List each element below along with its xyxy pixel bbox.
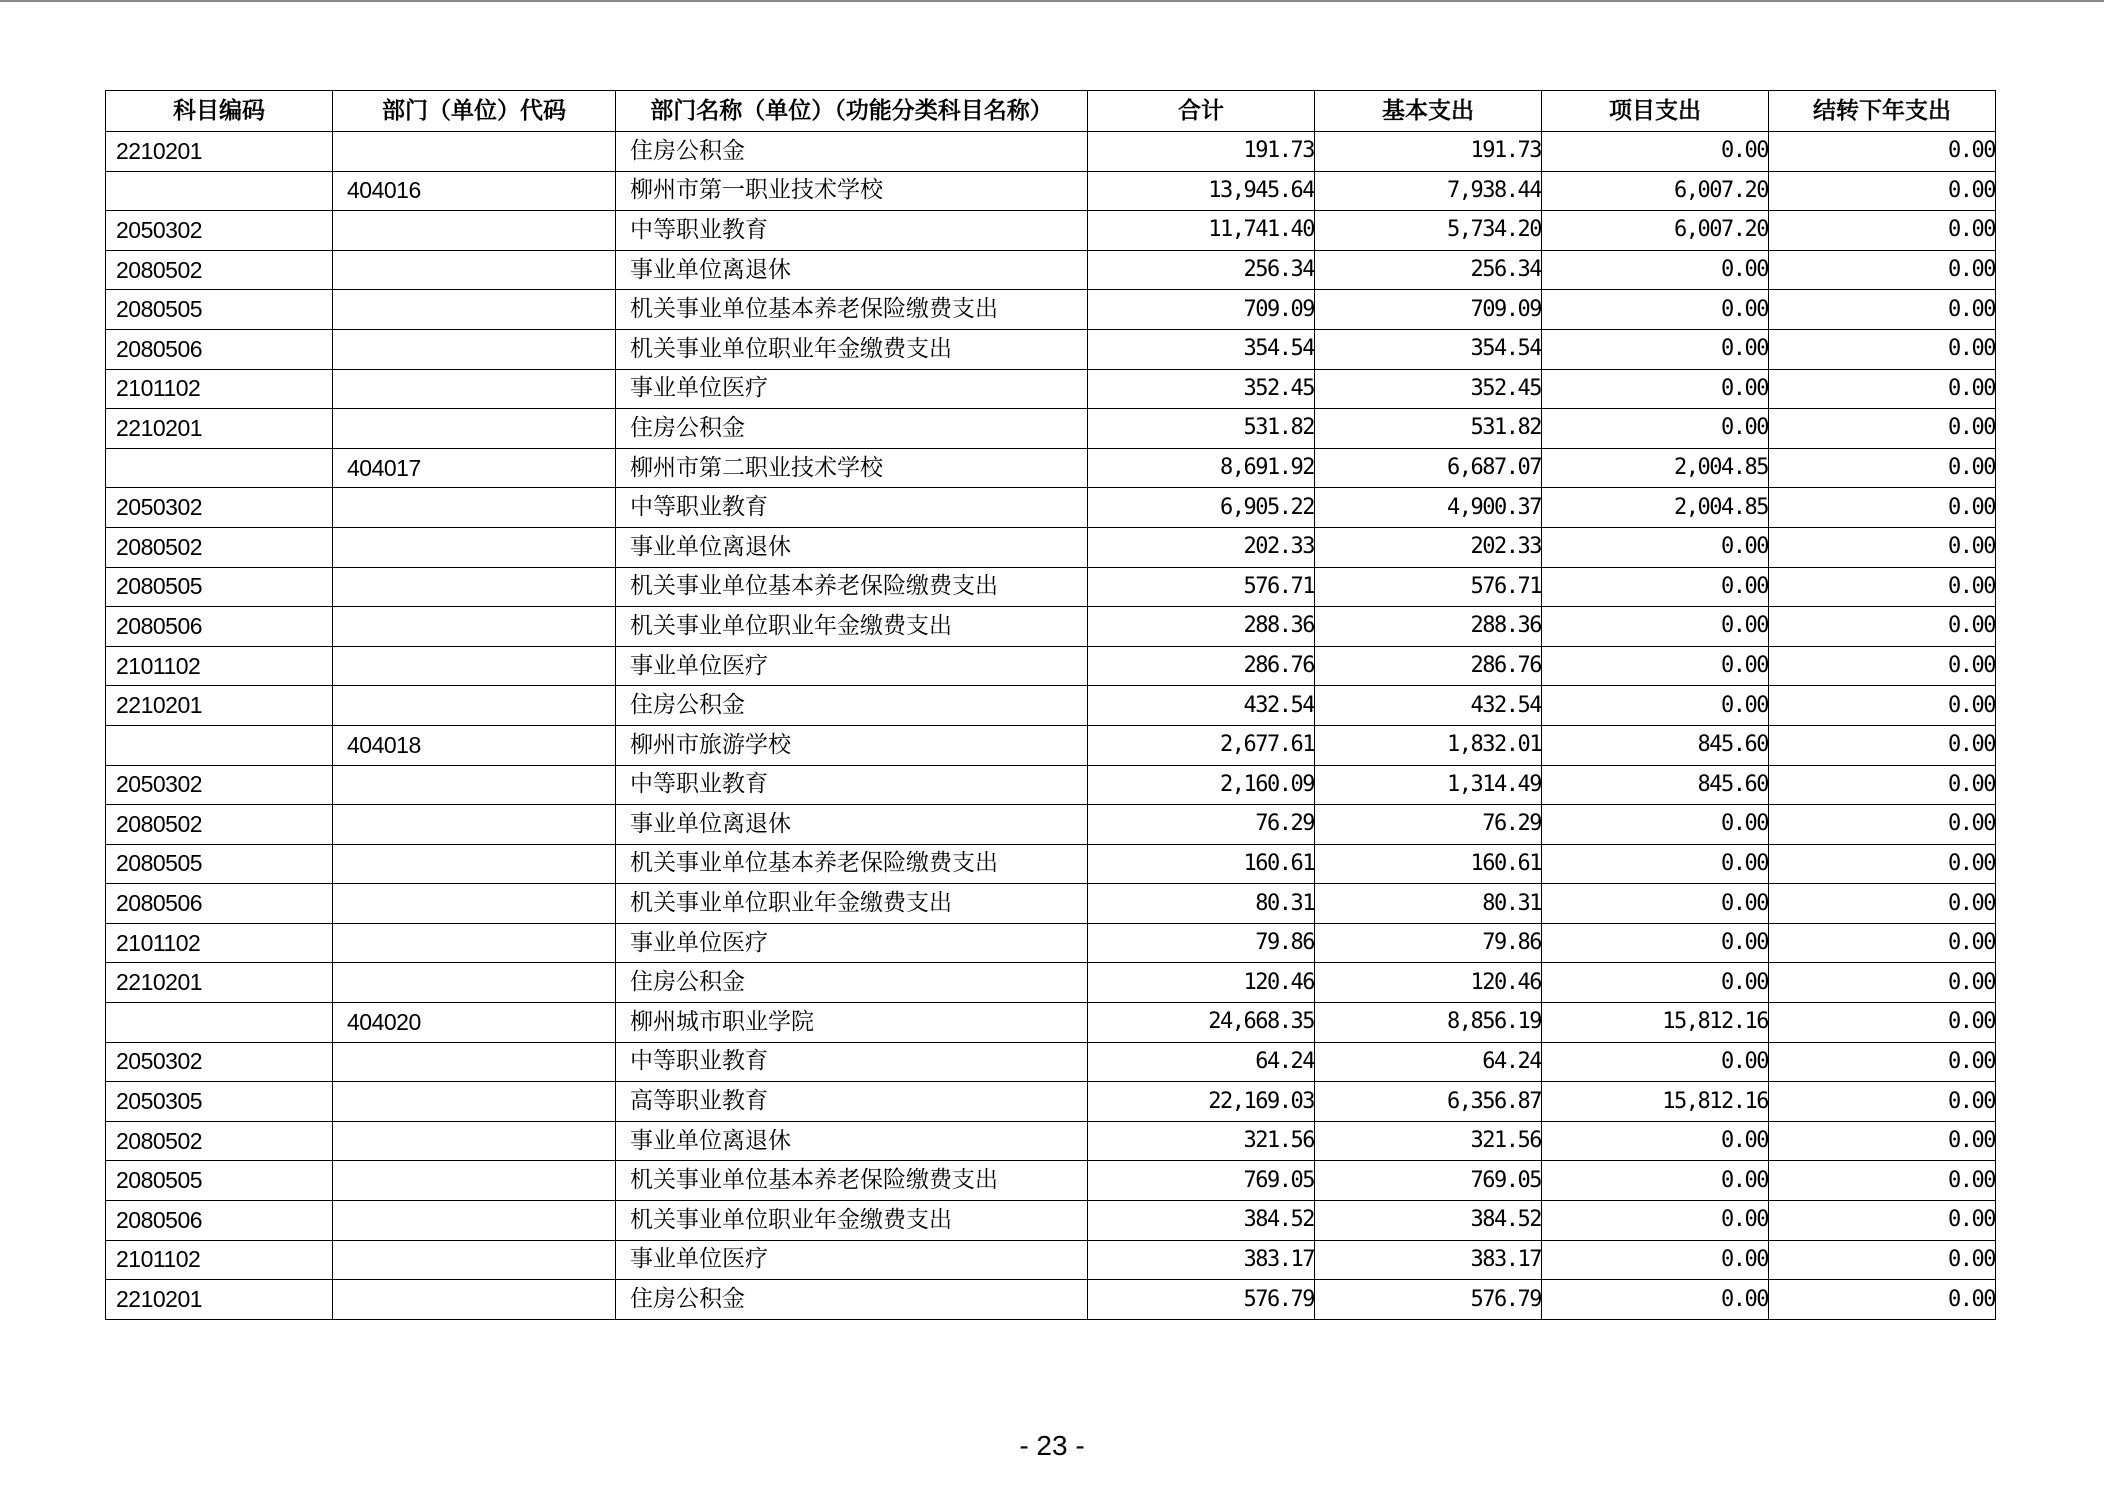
cell-total: 11,741.40 [1088, 211, 1315, 251]
cell-total: 76.29 [1088, 805, 1315, 845]
cell-basic-expense: 5,734.20 [1315, 211, 1542, 251]
cell-carry-over: 0.00 [1769, 1240, 1996, 1280]
budget-expenditure-table [105, 90, 1996, 1320]
cell-subject-code [106, 1003, 333, 1043]
cell-total: 64.24 [1088, 1042, 1315, 1082]
cell-carry-over: 0.00 [1769, 171, 1996, 211]
table-row [106, 884, 1996, 924]
page-number: - 23 - [1019, 1430, 1085, 1461]
cell-basic-expense: 191.73 [1315, 132, 1542, 172]
cell-total: 191.73 [1088, 132, 1315, 172]
cell-dept-code: 404020 [333, 1003, 616, 1043]
cell-project-expense: 0.00 [1542, 963, 1769, 1003]
table-row [106, 1121, 1996, 1161]
cell-dept-code [333, 923, 616, 963]
cell-name: 机关事业单位基本养老保险缴费支出 [616, 1161, 1088, 1201]
cell-carry-over: 0.00 [1769, 211, 1996, 251]
cell-name: 机关事业单位基本养老保险缴费支出 [616, 290, 1088, 330]
cell-subject-code: 2210201 [106, 686, 333, 726]
cell-dept-code [333, 1082, 616, 1122]
cell-name: 机关事业单位职业年金缴费支出 [616, 329, 1088, 369]
table-row [106, 686, 1996, 726]
cell-total: 576.71 [1088, 567, 1315, 607]
cell-basic-expense: 531.82 [1315, 409, 1542, 449]
table-row [106, 567, 1996, 607]
cell-total: 2,677.61 [1088, 725, 1315, 765]
cell-name: 高等职业教育 [616, 1082, 1088, 1122]
cell-dept-code [333, 369, 616, 409]
table-row [106, 844, 1996, 884]
cell-subject-code: 2210201 [106, 409, 333, 449]
cell-basic-expense: 354.54 [1315, 329, 1542, 369]
cell-carry-over: 0.00 [1769, 1280, 1996, 1320]
cell-dept-code [333, 329, 616, 369]
cell-total: 769.05 [1088, 1161, 1315, 1201]
cell-basic-expense: 288.36 [1315, 607, 1542, 647]
cell-carry-over: 0.00 [1769, 1201, 1996, 1241]
cell-project-expense: 0.00 [1542, 1240, 1769, 1280]
cell-dept-code [333, 607, 616, 647]
table-row [106, 805, 1996, 845]
cell-dept-code [333, 488, 616, 528]
cell-carry-over: 0.00 [1769, 963, 1996, 1003]
cell-basic-expense: 1,832.01 [1315, 725, 1542, 765]
cell-basic-expense: 769.05 [1315, 1161, 1542, 1201]
cell-name: 柳州城市职业学院 [616, 1003, 1088, 1043]
cell-basic-expense: 7,938.44 [1315, 171, 1542, 211]
cell-project-expense: 0.00 [1542, 607, 1769, 647]
cell-project-expense: 0.00 [1542, 884, 1769, 924]
cell-project-expense: 0.00 [1542, 1201, 1769, 1241]
cell-subject-code: 2080505 [106, 1161, 333, 1201]
cell-dept-code [333, 765, 616, 805]
table-row [106, 369, 1996, 409]
cell-basic-expense: 202.33 [1315, 527, 1542, 567]
cell-dept-code: 404017 [333, 448, 616, 488]
cell-carry-over: 0.00 [1769, 1082, 1996, 1122]
cell-name: 事业单位离退休 [616, 805, 1088, 845]
header-subject-code: 科目编码 [106, 91, 333, 132]
cell-dept-code [333, 567, 616, 607]
cell-basic-expense: 352.45 [1315, 369, 1542, 409]
cell-project-expense: 0.00 [1542, 805, 1769, 845]
cell-project-expense: 0.00 [1542, 1161, 1769, 1201]
table-body [106, 132, 1996, 1320]
cell-carry-over: 0.00 [1769, 329, 1996, 369]
cell-basic-expense: 384.52 [1315, 1201, 1542, 1241]
cell-subject-code: 2080502 [106, 527, 333, 567]
cell-total: 286.76 [1088, 646, 1315, 686]
table-row [106, 1082, 1996, 1122]
cell-carry-over: 0.00 [1769, 1042, 1996, 1082]
cell-total: 709.09 [1088, 290, 1315, 330]
cell-dept-code [333, 527, 616, 567]
table-row [106, 329, 1996, 369]
cell-name: 事业单位离退休 [616, 1121, 1088, 1161]
cell-subject-code: 2080505 [106, 290, 333, 330]
cell-total: 202.33 [1088, 527, 1315, 567]
cell-name: 事业单位医疗 [616, 369, 1088, 409]
cell-basic-expense: 432.54 [1315, 686, 1542, 726]
cell-total: 6,905.22 [1088, 488, 1315, 528]
cell-name: 柳州市第二职业技术学校 [616, 448, 1088, 488]
cell-basic-expense: 8,856.19 [1315, 1003, 1542, 1043]
cell-name: 机关事业单位职业年金缴费支出 [616, 607, 1088, 647]
cell-subject-code: 2050302 [106, 211, 333, 251]
cell-total: 288.36 [1088, 607, 1315, 647]
table-row [106, 250, 1996, 290]
cell-dept-code [333, 1280, 616, 1320]
cell-carry-over: 0.00 [1769, 923, 1996, 963]
cell-total: 256.34 [1088, 250, 1315, 290]
table-row [106, 923, 1996, 963]
cell-subject-code: 2080502 [106, 1121, 333, 1161]
cell-subject-code: 2050302 [106, 1042, 333, 1082]
cell-project-expense: 0.00 [1542, 369, 1769, 409]
cell-carry-over: 0.00 [1769, 369, 1996, 409]
cell-carry-over: 0.00 [1769, 567, 1996, 607]
cell-subject-code: 2210201 [106, 963, 333, 1003]
cell-dept-code: 404016 [333, 171, 616, 211]
cell-dept-code [333, 805, 616, 845]
cell-subject-code: 2050305 [106, 1082, 333, 1122]
cell-dept-code [333, 1240, 616, 1280]
cell-total: 384.52 [1088, 1201, 1315, 1241]
cell-name: 事业单位离退休 [616, 250, 1088, 290]
cell-subject-code [106, 171, 333, 211]
cell-basic-expense: 321.56 [1315, 1121, 1542, 1161]
cell-total: 80.31 [1088, 884, 1315, 924]
cell-total: 160.61 [1088, 844, 1315, 884]
cell-project-expense: 0.00 [1542, 250, 1769, 290]
cell-basic-expense: 6,356.87 [1315, 1082, 1542, 1122]
cell-carry-over: 0.00 [1769, 488, 1996, 528]
cell-project-expense: 6,007.20 [1542, 171, 1769, 211]
table-row [106, 132, 1996, 172]
cell-basic-expense: 4,900.37 [1315, 488, 1542, 528]
cell-dept-code [333, 250, 616, 290]
cell-total: 352.45 [1088, 369, 1315, 409]
cell-project-expense: 0.00 [1542, 1280, 1769, 1320]
cell-project-expense: 15,812.16 [1542, 1082, 1769, 1122]
header-basic-expense: 基本支出 [1315, 91, 1542, 132]
cell-total: 120.46 [1088, 963, 1315, 1003]
cell-project-expense: 0.00 [1542, 686, 1769, 726]
table-row [106, 171, 1996, 211]
table-row [106, 211, 1996, 251]
cell-project-expense: 0.00 [1542, 844, 1769, 884]
cell-total: 354.54 [1088, 329, 1315, 369]
cell-subject-code: 2101102 [106, 923, 333, 963]
table-row [106, 1003, 1996, 1043]
cell-total: 321.56 [1088, 1121, 1315, 1161]
cell-subject-code [106, 725, 333, 765]
cell-carry-over: 0.00 [1769, 1003, 1996, 1043]
cell-subject-code: 2080502 [106, 805, 333, 845]
cell-name: 柳州市第一职业技术学校 [616, 171, 1088, 211]
cell-subject-code: 2080505 [106, 844, 333, 884]
cell-project-expense: 2,004.85 [1542, 488, 1769, 528]
cell-carry-over: 0.00 [1769, 527, 1996, 567]
table-row [106, 290, 1996, 330]
cell-dept-code [333, 884, 616, 924]
cell-basic-expense: 64.24 [1315, 1042, 1542, 1082]
cell-name: 住房公积金 [616, 132, 1088, 172]
cell-carry-over: 0.00 [1769, 1121, 1996, 1161]
cell-project-expense: 6,007.20 [1542, 211, 1769, 251]
header-dept-name: 部门名称（单位）（功能分类科目名称） [616, 91, 1088, 132]
cell-carry-over: 0.00 [1769, 607, 1996, 647]
cell-carry-over: 0.00 [1769, 844, 1996, 884]
cell-basic-expense: 76.29 [1315, 805, 1542, 845]
cell-carry-over: 0.00 [1769, 725, 1996, 765]
table-row [106, 527, 1996, 567]
cell-dept-code: 404018 [333, 725, 616, 765]
cell-carry-over: 0.00 [1769, 250, 1996, 290]
header-total: 合计 [1088, 91, 1315, 132]
cell-basic-expense: 286.76 [1315, 646, 1542, 686]
table-row [106, 646, 1996, 686]
cell-dept-code [333, 646, 616, 686]
cell-carry-over: 0.00 [1769, 805, 1996, 845]
table-row [106, 1161, 1996, 1201]
cell-dept-code [333, 132, 616, 172]
cell-project-expense: 0.00 [1542, 329, 1769, 369]
cell-name: 柳州市旅游学校 [616, 725, 1088, 765]
cell-subject-code: 2080506 [106, 1201, 333, 1241]
cell-subject-code: 2050302 [106, 765, 333, 805]
cell-subject-code: 2101102 [106, 646, 333, 686]
cell-project-expense: 0.00 [1542, 567, 1769, 607]
cell-basic-expense: 709.09 [1315, 290, 1542, 330]
cell-carry-over: 0.00 [1769, 884, 1996, 924]
cell-name: 事业单位离退休 [616, 527, 1088, 567]
cell-subject-code: 2080502 [106, 250, 333, 290]
cell-name: 中等职业教育 [616, 211, 1088, 251]
cell-carry-over: 0.00 [1769, 1161, 1996, 1201]
cell-name: 机关事业单位基本养老保险缴费支出 [616, 844, 1088, 884]
table-row [106, 607, 1996, 647]
cell-name: 事业单位医疗 [616, 923, 1088, 963]
cell-name: 机关事业单位职业年金缴费支出 [616, 884, 1088, 924]
cell-dept-code [333, 686, 616, 726]
cell-name: 中等职业教育 [616, 488, 1088, 528]
cell-project-expense: 15,812.16 [1542, 1003, 1769, 1043]
cell-total: 2,160.09 [1088, 765, 1315, 805]
cell-carry-over: 0.00 [1769, 132, 1996, 172]
cell-project-expense: 0.00 [1542, 290, 1769, 330]
cell-project-expense: 0.00 [1542, 132, 1769, 172]
cell-basic-expense: 383.17 [1315, 1240, 1542, 1280]
cell-project-expense: 0.00 [1542, 527, 1769, 567]
table-row [106, 963, 1996, 1003]
cell-dept-code [333, 290, 616, 330]
cell-name: 中等职业教育 [616, 1042, 1088, 1082]
header-project-expense: 项目支出 [1542, 91, 1769, 132]
cell-name: 住房公积金 [616, 409, 1088, 449]
cell-total: 13,945.64 [1088, 171, 1315, 211]
cell-name: 住房公积金 [616, 963, 1088, 1003]
cell-basic-expense: 256.34 [1315, 250, 1542, 290]
cell-project-expense: 0.00 [1542, 923, 1769, 963]
table-row [106, 1240, 1996, 1280]
table-row [106, 765, 1996, 805]
cell-basic-expense: 576.71 [1315, 567, 1542, 607]
table-row [106, 1201, 1996, 1241]
cell-name: 中等职业教育 [616, 765, 1088, 805]
cell-carry-over: 0.00 [1769, 765, 1996, 805]
cell-subject-code: 2210201 [106, 1280, 333, 1320]
top-border-line [0, 0, 2104, 2]
cell-project-expense: 0.00 [1542, 1121, 1769, 1161]
cell-subject-code: 2080506 [106, 607, 333, 647]
cell-dept-code [333, 409, 616, 449]
cell-basic-expense: 160.61 [1315, 844, 1542, 884]
cell-subject-code: 2210201 [106, 132, 333, 172]
cell-subject-code: 2101102 [106, 369, 333, 409]
table-row [106, 448, 1996, 488]
cell-name: 住房公积金 [616, 1280, 1088, 1320]
cell-basic-expense: 120.46 [1315, 963, 1542, 1003]
cell-project-expense: 0.00 [1542, 1042, 1769, 1082]
header-dept-code: 部门（单位）代码 [333, 91, 616, 132]
cell-dept-code [333, 1042, 616, 1082]
table-row [106, 409, 1996, 449]
cell-subject-code: 2050302 [106, 488, 333, 528]
cell-carry-over: 0.00 [1769, 646, 1996, 686]
cell-subject-code: 2080506 [106, 884, 333, 924]
table-row [106, 1042, 1996, 1082]
cell-dept-code [333, 1201, 616, 1241]
cell-carry-over: 0.00 [1769, 290, 1996, 330]
cell-project-expense: 0.00 [1542, 646, 1769, 686]
cell-project-expense: 845.60 [1542, 765, 1769, 805]
cell-name: 机关事业单位职业年金缴费支出 [616, 1201, 1088, 1241]
cell-name: 住房公积金 [616, 686, 1088, 726]
table-row [106, 725, 1996, 765]
header-carry-over: 结转下年支出 [1769, 91, 1996, 132]
cell-dept-code [333, 844, 616, 884]
cell-basic-expense: 6,687.07 [1315, 448, 1542, 488]
cell-project-expense: 0.00 [1542, 409, 1769, 449]
cell-carry-over: 0.00 [1769, 409, 1996, 449]
cell-basic-expense: 79.86 [1315, 923, 1542, 963]
table-row [106, 488, 1996, 528]
cell-name: 事业单位医疗 [616, 1240, 1088, 1280]
cell-total: 432.54 [1088, 686, 1315, 726]
cell-total: 24,668.35 [1088, 1003, 1315, 1043]
cell-carry-over: 0.00 [1769, 448, 1996, 488]
cell-subject-code: 2080505 [106, 567, 333, 607]
header-row [106, 91, 1996, 132]
cell-subject-code: 2101102 [106, 1240, 333, 1280]
cell-total: 79.86 [1088, 923, 1315, 963]
cell-total: 576.79 [1088, 1280, 1315, 1320]
cell-basic-expense: 1,314.49 [1315, 765, 1542, 805]
cell-subject-code: 2080506 [106, 329, 333, 369]
cell-dept-code [333, 1161, 616, 1201]
cell-basic-expense: 576.79 [1315, 1280, 1542, 1320]
cell-dept-code [333, 963, 616, 1003]
cell-name: 事业单位医疗 [616, 646, 1088, 686]
cell-basic-expense: 80.31 [1315, 884, 1542, 924]
cell-project-expense: 845.60 [1542, 725, 1769, 765]
cell-carry-over: 0.00 [1769, 686, 1996, 726]
cell-total: 22,169.03 [1088, 1082, 1315, 1122]
cell-name: 机关事业单位基本养老保险缴费支出 [616, 567, 1088, 607]
cell-total: 383.17 [1088, 1240, 1315, 1280]
table-row [106, 1280, 1996, 1320]
cell-dept-code [333, 1121, 616, 1161]
cell-project-expense: 2,004.85 [1542, 448, 1769, 488]
cell-dept-code [333, 211, 616, 251]
cell-total: 8,691.92 [1088, 448, 1315, 488]
cell-subject-code [106, 448, 333, 488]
cell-total: 531.82 [1088, 409, 1315, 449]
